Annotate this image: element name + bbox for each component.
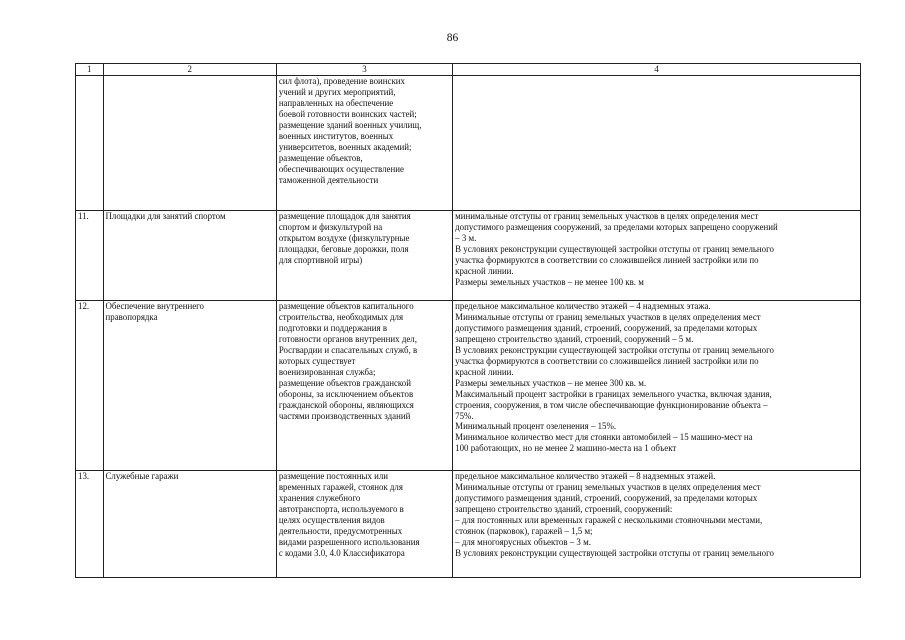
use-type-description-line: таможенной деятельности (278, 174, 379, 185)
use-type-description-line: площадки, беговые дорожки, поля (278, 243, 409, 254)
use-type-description-line: размещение зданий военных училищ, (278, 119, 422, 130)
use-type-description-line: готовности органов внутренних дел, (278, 333, 417, 344)
land-use-table (75, 63, 861, 578)
use-type-name-line: Обеспечение внутреннего (105, 301, 204, 311)
construction-parameters-line: минимальные отступы от границ земельных участков в целях определения мест (455, 211, 759, 221)
use-type-description-line: открытом воздухе (физкультурные (278, 232, 410, 243)
construction-parameters-line: В условиях реконструкции существующей застройки отступы от границ земельного (455, 243, 774, 254)
column-number-3: 3 (276, 64, 452, 76)
construction-parameters-line: допустимого размещения зданий, строений, сооружений, за пределами которых (455, 492, 758, 503)
table-row (76, 301, 861, 471)
use-type-description (276, 301, 452, 471)
construction-parameters-line: – для постоянных или временных гаражей с несколькими стояночными местами, (455, 514, 763, 525)
use-type-name (103, 76, 276, 211)
construction-parameters-line: допустимого размещения зданий, строений, сооружений, за пределами которых (455, 322, 758, 333)
use-type-name-line: правопорядка (105, 311, 158, 322)
use-type-description-line: Росгвардии и спасательных служб, в (278, 344, 418, 355)
construction-parameters (453, 211, 861, 301)
construction-parameters-line: – 3 м. (455, 232, 477, 243)
row-number: 11. (76, 211, 104, 301)
construction-parameters-line: Минимальные отступы от границ земельных участков в целях определения мест (455, 311, 761, 322)
use-type-description-line: размещение постоянных или (278, 471, 389, 481)
construction-parameters-line: Максимальный процент застройки в границах земельного участка, включая здания, (455, 388, 772, 399)
use-type-description-line: боевой готовности воинских частей; (278, 108, 417, 119)
construction-parameters-line: Размеры земельных участков – не менее 100 кв. м (455, 276, 644, 287)
use-type-description-line: размещение объектов гражданской (278, 377, 411, 388)
use-type-name (103, 301, 276, 471)
construction-parameters-line: – для многоярусных объектов – 3 м. (455, 536, 591, 547)
use-type-description-line: направленных на обеспечение (278, 97, 394, 108)
use-type-description-line: сил флота), проведение воинских (278, 76, 405, 86)
use-type-description-line: автотранспорта, используемого в (278, 503, 404, 514)
use-type-description-line: военизированная служба; (278, 366, 376, 377)
use-type-description-line: строительства, необходимых для (278, 311, 404, 322)
use-type-description-line: деятельности, предусмотренных (278, 525, 403, 536)
use-type-description-line: обороны, за исключением объектов (278, 388, 414, 399)
table-header-row (76, 64, 861, 76)
construction-parameters (453, 471, 861, 578)
construction-parameters-line: Минимальный процент озеленения – 15%. (455, 421, 617, 432)
row-number (76, 76, 104, 211)
use-type-description-line: подготовки и поддержания в (278, 322, 388, 333)
construction-parameters-line: Минимальные отступы от границ земельных участков в целях определения мест (455, 481, 761, 492)
use-type-description-line: хранения служебного (278, 492, 361, 503)
use-type-description-line: частями производственных зданий (278, 410, 411, 421)
construction-parameters-line: запрещено строительство зданий, строений, сооружений – 5 м. (455, 333, 694, 344)
construction-parameters-line: В условиях реконструкции существующей застройки отступы от границ земельного (455, 547, 774, 558)
use-type-description-line: временных гаражей, стоянок для (278, 481, 403, 492)
row-number: 12. (76, 301, 104, 471)
use-type-description-line: университетов, военных академий; (278, 141, 412, 152)
use-type-description-line: спортом и физкультурой на (278, 221, 383, 232)
use-type-description (276, 76, 452, 211)
table-row (76, 471, 861, 578)
construction-parameters-line: 75%. (455, 410, 474, 421)
table-row (76, 211, 861, 301)
construction-parameters-line: участка формируются в соответствии со сложившейся линией застройки или по (455, 355, 759, 366)
use-type-description-line: размещение объектов, (278, 152, 363, 163)
use-type-description (276, 211, 452, 301)
use-type-description-line: размещение площадок для занятия (278, 211, 411, 221)
construction-parameters (453, 76, 861, 211)
use-type-description-line: военных институтов, военных (278, 130, 394, 141)
construction-parameters-line: 100 работающих, но не менее 2 машино-места на 1 объект (455, 443, 677, 454)
use-type-description-line: обеспечивающих осуществление (278, 163, 404, 174)
use-type-name (103, 211, 276, 301)
construction-parameters-line: участка формируются в соответствии со сложившейся линией застройки или по (455, 254, 759, 265)
use-type-description-line: учений и других мероприятий, (278, 86, 396, 97)
use-type-name-line: Площадки для занятий спортом (105, 211, 226, 221)
construction-parameters-line: В условиях реконструкции существующей застройки отступы от границ земельного (455, 344, 774, 355)
construction-parameters-line: Размеры земельных участков – не менее 300 кв. м. (455, 377, 647, 388)
column-number-4: 4 (453, 64, 861, 76)
construction-parameters-line: стоянок (парковок), гаражей – 1,5 м; (455, 525, 593, 536)
use-type-name (103, 471, 276, 578)
construction-parameters-line: красной линии. (455, 265, 514, 276)
column-number-2: 2 (103, 64, 276, 76)
table-row (76, 76, 861, 211)
construction-parameters-line: запрещено строительство зданий, строений, сооружений: (455, 503, 673, 514)
construction-parameters-line: предельное максимальное количество этажей – 8 надземных этажей. (455, 471, 716, 481)
use-type-description-line: целях осуществления видов (278, 514, 385, 525)
use-type-name-line: Служебные гаражи (105, 471, 179, 481)
construction-parameters (453, 301, 861, 471)
construction-parameters-line: строения, сооружения, в том числе обеспечивающие функционирование объекта – (455, 399, 768, 410)
table-body (76, 64, 861, 578)
use-type-description-line: гражданской обороны, являющихся (278, 399, 414, 410)
construction-parameters-line: красной линии. (455, 366, 514, 377)
construction-parameters-line: Минимальное количество мест для стоянки автомобилей – 15 машино-мест на (455, 432, 753, 443)
use-type-description-line: размещение объектов капитального (278, 301, 414, 311)
construction-parameters-line: предельное максимальное количество этажей – 4 надземных этажа. (455, 301, 711, 311)
use-type-description (276, 471, 452, 578)
row-number: 13. (76, 471, 104, 578)
column-number-1: 1 (76, 64, 104, 76)
use-type-description-line: которых существует (278, 355, 356, 366)
page-number: 86 (446, 32, 459, 44)
use-type-description-line: для спортивной игры) (278, 254, 363, 265)
construction-parameters-line: допустимого размещения сооружений, за пределами которых запрещено сооружений (455, 221, 778, 232)
use-type-description-line: с кодами 3.0, 4.0 Классификатора (278, 547, 405, 558)
use-type-description-line: видами разрешенного использования (278, 536, 420, 547)
